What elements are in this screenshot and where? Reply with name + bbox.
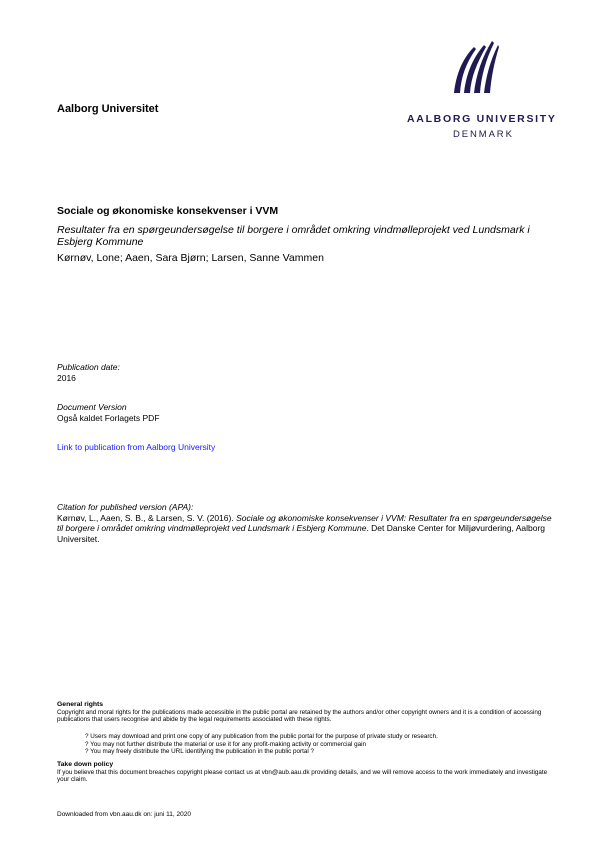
document-authors: Kørnøv, Lone; Aaen, Sara Bjørn; Larsen, Sanne Vammen: [57, 252, 324, 264]
institution-name: Aalborg Universitet: [57, 103, 159, 115]
general-rights-block: [57, 701, 557, 724]
citation-label: Citation for published version (APA):: [57, 502, 194, 512]
document-version-label: Document Version: [57, 402, 127, 412]
document-version-block: [57, 402, 160, 423]
download-footer: Downloaded from vbn.aau.dk on: juni 11, 2020: [57, 811, 191, 818]
rights-bullet: ? You may freely distribute the URL identifying the publication in the public portal ?: [85, 748, 315, 756]
rights-bullet: ? You may not further distribute the material or use it for any profit-making activity or commercial gain: [85, 740, 367, 748]
publication-date-block: [57, 362, 120, 383]
takedown-heading: Take down policy: [57, 761, 114, 768]
takedown-block: [57, 761, 557, 784]
citation-suffix: . Det Danske Center for Miljøvurdering, Aalborg Universitet.: [57, 523, 546, 544]
document-version-value: Også kaldet Forlagets PDF: [57, 412, 160, 423]
rights-bullet: ? Users may download and print one copy of any publication from the public portal for the purpose of private study or research.: [85, 733, 438, 740]
logo-country: DENMARK: [453, 129, 514, 140]
logo-wordmark: AALBORG UNIVERSITY: [407, 113, 557, 125]
takedown-text: If you believe that this document breaches copyright please contact us at vbn@aub.aau.dk providing details, and we will remove access to the work immediately and investigate your claim.: [57, 768, 548, 784]
citation-prefix: Kørnøv, L., Aaen, S. B., & Larsen, S. V. (2016).: [57, 512, 237, 523]
citation-text: [57, 513, 557, 545]
publication-link[interactable]: Link to publication from Aalborg University: [57, 442, 216, 452]
document-subtitle: Resultater fra en spørgeundersøgelse til borgere i området omkring vindmølleprojekt ved Lundsmark i Esbjerg Kommune: [57, 224, 530, 248]
publication-date-value: 2016: [57, 372, 76, 383]
rights-bullets: [85, 733, 438, 756]
citation-block: [57, 502, 557, 544]
publication-date-label: Publication date:: [57, 362, 120, 372]
document-title: Sociale og økonomiske konsekvenser i VVM: [57, 205, 279, 217]
citation-title: Sociale og økonomiske konsekvenser i VVM: Resultater fra en spørgeundersøgelse til borgere i området omkring vindmølleprojekt ved Lundsmark i Esbjerg Kommune: [57, 512, 552, 533]
aalborg-university-logo-icon: [452, 37, 500, 93]
general-rights-text: Copyright and moral rights for the publications made accessible in the public portal are retained by the authors and/or other copyright owners and it is a condition of accessing publications that users recognise and abide by the legal requirements associated with these rights.: [57, 708, 542, 724]
general-rights-heading: General rights: [57, 701, 104, 708]
